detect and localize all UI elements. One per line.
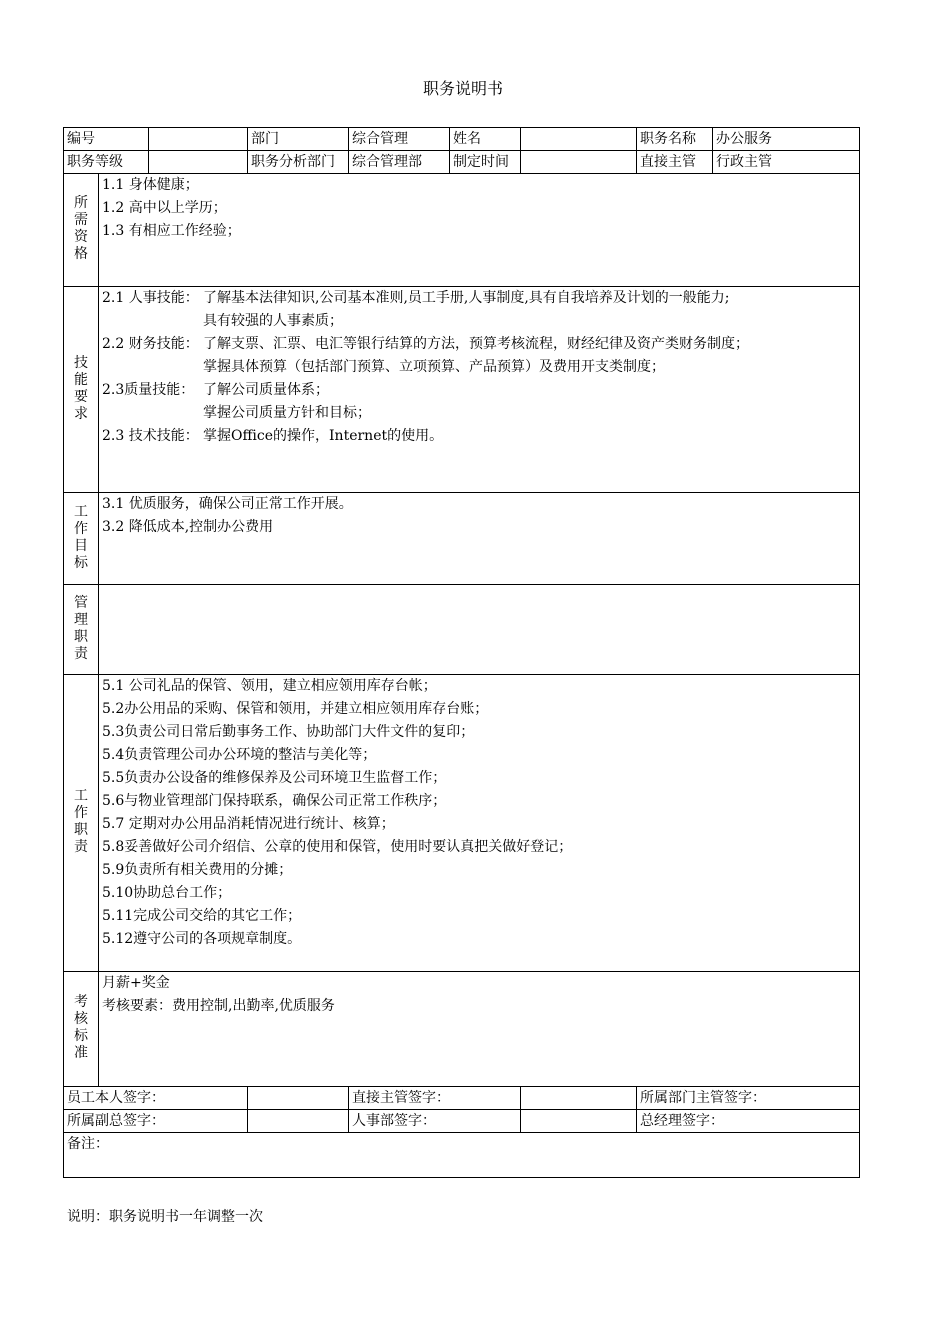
skills-content[interactable]: [99, 287, 860, 493]
goal-item: 3.1 优质服务，确保公司正常工作开展。: [102, 496, 353, 512]
analysis-dept-value[interactable]: 综合管理部: [349, 151, 450, 174]
skill-item: [102, 356, 856, 379]
deputy-gm-signature-field[interactable]: [248, 1110, 349, 1133]
hr-signature-label: 人事部签字：: [349, 1110, 521, 1133]
header-row-1: [64, 128, 860, 151]
skill-text: 掌握Office的操作，Internet的使用。: [203, 428, 444, 444]
skill-item: [102, 425, 856, 448]
remarks-field[interactable]: [64, 1133, 860, 1178]
position-label: 职务名称: [637, 128, 713, 151]
date-value[interactable]: [521, 151, 637, 174]
duty-item: 5.11完成公司交给的其它工作；: [102, 908, 302, 924]
duties-section: [64, 675, 860, 972]
grade-label: 职务等级: [64, 151, 149, 174]
skill-key: 2.3 技术技能：: [102, 428, 199, 444]
skill-item: [102, 287, 856, 310]
skill-item: [102, 402, 856, 425]
position-value[interactable]: 办公服务: [713, 128, 860, 151]
dept-supervisor-signature-label[interactable]: 所属部门主管签字：: [637, 1087, 860, 1110]
duty-item: 5.8妥善做好公司介绍信、公章的使用和保管，使用时要认真把关做好登记；: [102, 839, 573, 855]
duty-item: 5.6与物业管理部门保持联系，确保公司正常工作秩序；: [102, 793, 447, 809]
gm-signature-label[interactable]: 总经理签字：: [637, 1110, 860, 1133]
qualifications-section: [64, 174, 860, 287]
footnote: 说明：职务说明书一年调整一次: [67, 1209, 263, 1225]
management-label: 管理职责: [64, 585, 99, 675]
hr-signature-field[interactable]: [521, 1110, 637, 1133]
qualifications-label: 所需资格: [64, 174, 99, 287]
grade-value[interactable]: [149, 151, 248, 174]
remarks-label: 备注：: [67, 1136, 109, 1152]
duties-content[interactable]: [99, 675, 860, 972]
qualification-item: 1.3 有相应工作经验；: [102, 223, 241, 239]
duty-item: 5.9负责所有相关费用的分摊；: [102, 862, 293, 878]
assessment-item: 考核要素：费用控制,出勤率,优质服务: [102, 998, 335, 1014]
dept-value[interactable]: 综合管理: [349, 128, 450, 151]
direct-supervisor-signature-field[interactable]: [521, 1087, 637, 1110]
dept-label: 部门: [248, 128, 349, 151]
duty-item: 5.4负责管理公司办公环境的整洁与美化等；: [102, 747, 377, 763]
assessment-content[interactable]: [99, 972, 860, 1087]
skill-text: 掌握公司质量方针和目标；: [203, 405, 371, 421]
signature-row-2: [64, 1110, 860, 1133]
goal-item: 3.2 降低成本,控制办公费用: [102, 519, 274, 535]
qualification-item: 1.2 高中以上学历；: [102, 200, 227, 216]
skill-key: 2.2 财务技能：: [102, 336, 199, 352]
deputy-gm-signature-label: 所属副总签字：: [64, 1110, 248, 1133]
skill-text: 了解公司质量体系；: [203, 382, 329, 398]
skill-key: [102, 310, 203, 333]
skill-text: 具有较强的人事素质；: [203, 313, 343, 329]
management-section: [64, 585, 860, 675]
skills-label: 技能要求: [64, 287, 99, 493]
skill-text: 掌握具体预算（包括部门预算、立项预算、产品预算）及费用开支类制度；: [203, 359, 665, 375]
header-row-2: [64, 151, 860, 174]
supervisor-value[interactable]: 行政主管: [713, 151, 860, 174]
job-description-table: [63, 127, 860, 1178]
goals-section: [64, 493, 860, 585]
qualification-item: 1.1 身体健康；: [102, 177, 199, 193]
name-label: 姓名: [450, 128, 521, 151]
skill-text: 了解支票、汇票、电汇等银行结算的方法，预算考核流程，财经纪律及资产类财务制度；: [203, 336, 749, 352]
skill-item: [102, 379, 856, 402]
direct-supervisor-signature-label: 直接主管签字：: [349, 1087, 521, 1110]
name-value[interactable]: [521, 128, 637, 151]
duty-item: 5.2办公用品的采购、保管和领用，并建立相应领用库存台账；: [102, 701, 489, 717]
page-title: 职务说明书: [422, 79, 503, 98]
duty-item: 5.5负责办公设备的维修保养及公司环境卫生监督工作；: [102, 770, 447, 786]
remarks-row: [64, 1133, 860, 1178]
goals-content[interactable]: [99, 493, 860, 585]
date-label: 制定时间: [450, 151, 521, 174]
duty-item: 5.1 公司礼品的保管、领用，建立相应领用库存台帐；: [102, 678, 437, 694]
skill-key: [102, 356, 203, 379]
goals-label: 工作目标: [64, 493, 99, 585]
duty-item: 5.3负责公司日常后勤事务工作、协助部门大件文件的复印；: [102, 724, 475, 740]
id-value[interactable]: [149, 128, 248, 151]
management-content[interactable]: [99, 585, 860, 675]
skill-key: 2.1 人事技能：: [102, 290, 199, 306]
supervisor-label: 直接主管: [637, 151, 713, 174]
employee-signature-field[interactable]: [248, 1087, 349, 1110]
analysis-dept-label: 职务分析部门: [248, 151, 349, 174]
duties-label: 工作职责: [64, 675, 99, 972]
skill-text: 了解基本法律知识,公司基本准则,员工手册,人事制度,具有自我培养及计划的一般能力;: [203, 290, 730, 306]
skill-key: [102, 402, 203, 425]
qualifications-content[interactable]: [99, 174, 860, 287]
assessment-item: 月薪+奖金: [102, 975, 170, 991]
duty-item: 5.10协助总台工作；: [102, 885, 232, 901]
id-label: 编号: [64, 128, 149, 151]
assessment-section: [64, 972, 860, 1087]
skills-section: [64, 287, 860, 493]
duty-item: 5.12遵守公司的各项规章制度。: [102, 931, 302, 947]
skill-item: [102, 310, 856, 333]
duty-item: 5.7 定期对办公用品消耗情况进行统计、核算；: [102, 816, 395, 832]
signature-row-1: [64, 1087, 860, 1110]
skill-item: [102, 333, 856, 356]
assessment-label: 考核标准: [64, 972, 99, 1087]
employee-signature-label: 员工本人签字：: [64, 1087, 248, 1110]
skill-key: 2.3质量技能：: [102, 382, 195, 398]
